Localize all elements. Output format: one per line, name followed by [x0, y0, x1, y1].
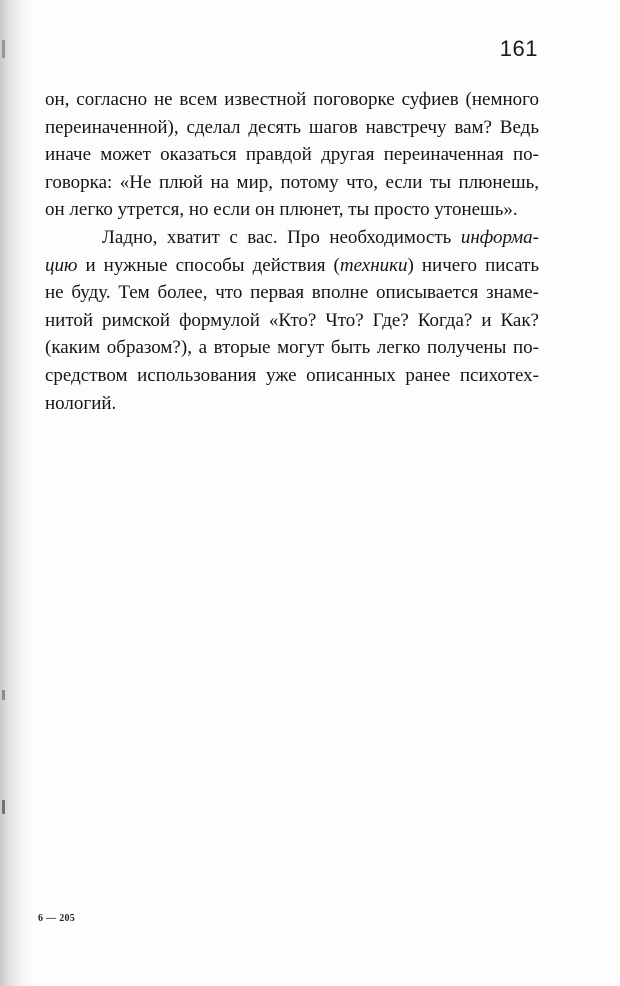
text-line: иначе может оказаться правдой другая переиначенная по- — [45, 144, 539, 166]
scan-gutter-mark — [2, 690, 5, 700]
italic-term-information-end: цию — [45, 254, 78, 276]
text-line: он, согласно не всем известной поговорке суфиев (немного — [45, 89, 539, 110]
scan-gutter-shadow — [0, 0, 34, 986]
text-line: нитой римской формулой «Кто? Что? Где? Когда? и Как? — [45, 309, 539, 331]
text-line: не буду. Тем более, что первая вполне описывается знаме- — [45, 282, 539, 304]
text-run: ) ничего писать — [407, 254, 539, 276]
text-run: Ладно, хватит с вас. Про необходимость — [102, 226, 461, 248]
paragraph-2 — [45, 224, 539, 417]
paragraph-1 — [45, 86, 539, 224]
text-line — [45, 224, 539, 252]
text-line: он легко утрется, но если он плюнет, ты просто утонешь». — [45, 199, 518, 221]
scan-gutter-mark — [2, 800, 5, 814]
text-line: говорка: «Не плюй на мир, потому что, если ты плюнешь, — [45, 171, 539, 193]
text-line — [45, 252, 539, 280]
italic-term-information: информа- — [460, 226, 539, 248]
text-line: переиначенной), сделал десять шагов навстречу вам? Ведь — [45, 116, 539, 138]
text-run: и нужные способы действия ( — [77, 254, 340, 276]
page-number: 161 — [499, 36, 538, 61]
printer-signature-mark: 6 — 205 — [38, 913, 76, 924]
body-text — [45, 86, 539, 417]
text-line: (каким образом?), а вторые могут быть легко получены по- — [45, 337, 539, 359]
scan-gutter-mark — [2, 40, 5, 58]
text-line: средством использования уже описанных ранее психотех- — [45, 364, 539, 386]
italic-term-techniques: техники — [339, 254, 408, 276]
text-line: нологий. — [45, 392, 117, 414]
